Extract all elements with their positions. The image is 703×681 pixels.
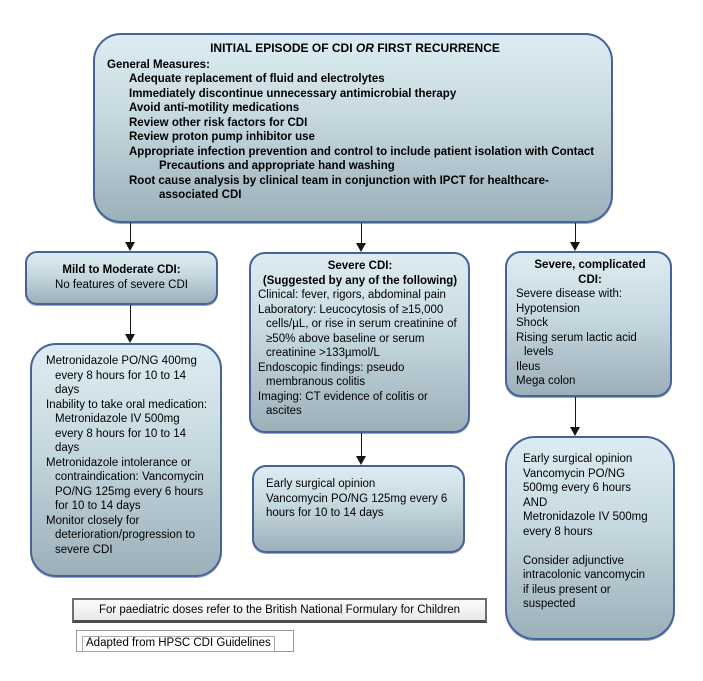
severe-cdi-box — [249, 252, 470, 433]
mild-body: No features of severe CDI — [55, 278, 188, 291]
criterion-item: Laboratory: Leucocytosis of ≥15,000 cells/µL, or rise in serum creatinine of ≥50% above baseline or serum creatinine >133µmol/L — [258, 303, 457, 359]
treatment-line: every 8 hours — [523, 525, 593, 538]
complicated-features-list — [516, 302, 664, 389]
measure-item: Root cause analysis by clinical team in conjunction with IPCT for healthcare-associated CDI — [129, 174, 549, 201]
severe-complicated-cdi-box — [505, 251, 672, 397]
treatment-line: intracolonic vancomycin — [523, 569, 646, 581]
arrow-line — [130, 223, 131, 242]
criterion-item: Clinical: fever, rigors, abdominal pain — [258, 289, 446, 301]
measure-item: Appropriate infection prevention and control to include patient isolation with Contact Precautions and appropriate hand washing — [129, 145, 595, 172]
complicated-intro: Severe disease with: — [516, 288, 623, 300]
arrow-line — [575, 223, 576, 242]
complicated-heading: Severe, complicated — [534, 259, 646, 271]
severe-subheading: (Suggested by any of the following) — [262, 274, 458, 287]
mild-treatment-box — [30, 343, 222, 577]
treatment-item: Monitor closely for deterioration/progression to severe CDI — [46, 514, 195, 556]
feature-item: Hypotension — [516, 302, 580, 315]
treatment-line: suspected — [523, 598, 576, 610]
feature-item: Rising serum lactic acid levels — [516, 331, 637, 358]
mild-moderate-cdi-box — [25, 251, 218, 305]
criterion-item: Endoscopic findings: pseudo membranous colitis — [258, 361, 405, 388]
treatment-line: if ileus present or — [523, 583, 611, 596]
complicated-heading-2: CDI: — [578, 273, 602, 286]
measure-item: Adequate replacement of fluid and electrolytes — [129, 73, 385, 85]
complicated-treatment-box — [505, 436, 675, 640]
mild-treatment-list — [46, 354, 210, 557]
treatment-line: 500mg every 6 hours — [523, 482, 632, 494]
source-note — [76, 630, 294, 652]
criterion-item: Imaging: CT evidence of colitis or ascites — [258, 390, 428, 417]
treatment-line: Vancomycin PO/NG — [523, 467, 626, 480]
measure-item: Review proton pump inhibitor use — [129, 131, 315, 143]
arrow-down-icon — [570, 427, 580, 436]
treatment-line: Vancomycin PO/NG 125mg every 6 hours for 10 to 14 days — [266, 492, 448, 519]
mild-heading: Mild to Moderate CDI: — [62, 264, 181, 276]
arrow-down-icon — [356, 456, 366, 465]
arrow-down-icon — [570, 242, 580, 251]
severe-treatment-box — [252, 465, 465, 553]
treatment-line: Early surgical opinion — [523, 453, 633, 465]
arrow-down-icon — [125, 334, 135, 343]
arrow-line — [130, 305, 131, 334]
treatment-item: Metronidazole intolerance or contraindication: Vancomycin PO/NG 125mg every 6 hours for 10 to 14 days — [46, 456, 204, 512]
arrow-down-icon — [125, 242, 135, 251]
treatment-item: Inability to take oral medication: Metronidazole IV 500mg every 8 hours for 10 to 14 days — [46, 398, 208, 454]
severe-criteria-list — [258, 288, 462, 419]
paediatric-note: For paediatric doses refer to the British National Formulary for Children — [72, 598, 487, 623]
feature-item: Ileus — [516, 360, 541, 373]
measure-item: Immediately discontinue unnecessary antimicrobial therapy — [129, 87, 457, 100]
spacer — [523, 539, 661, 554]
measure-item: Review other risk factors for CDI — [129, 116, 308, 129]
treatment-line: AND — [523, 496, 548, 509]
severe-heading: Severe CDI: — [327, 260, 393, 272]
arrow-down-icon — [356, 243, 366, 252]
initial-episode-box — [93, 33, 613, 223]
measure-item: Avoid anti-motility medications — [129, 102, 300, 114]
feature-item: Shock — [516, 317, 548, 329]
feature-item: Mega colon — [516, 375, 576, 387]
general-measures-heading: General Measures: — [107, 58, 210, 71]
arrow-line — [361, 223, 362, 243]
treatment-line: Metronidazole IV 500mg — [523, 511, 648, 523]
treatment-line: Early surgical opinion — [266, 478, 376, 490]
arrow-line — [575, 397, 576, 427]
initial-episode-title: INITIAL EPISODE OF CDI OR FIRST RECURRENCE — [210, 41, 500, 55]
treatment-line: Consider adjunctive — [523, 554, 625, 567]
source-note-text: Adapted from HPSC CDI Guidelines — [82, 636, 275, 652]
treatment-item: Metronidazole PO/NG 400mg every 8 hours for 10 to 14 days — [46, 355, 197, 396]
arrow-line — [361, 433, 362, 456]
general-measures-list — [107, 72, 603, 203]
